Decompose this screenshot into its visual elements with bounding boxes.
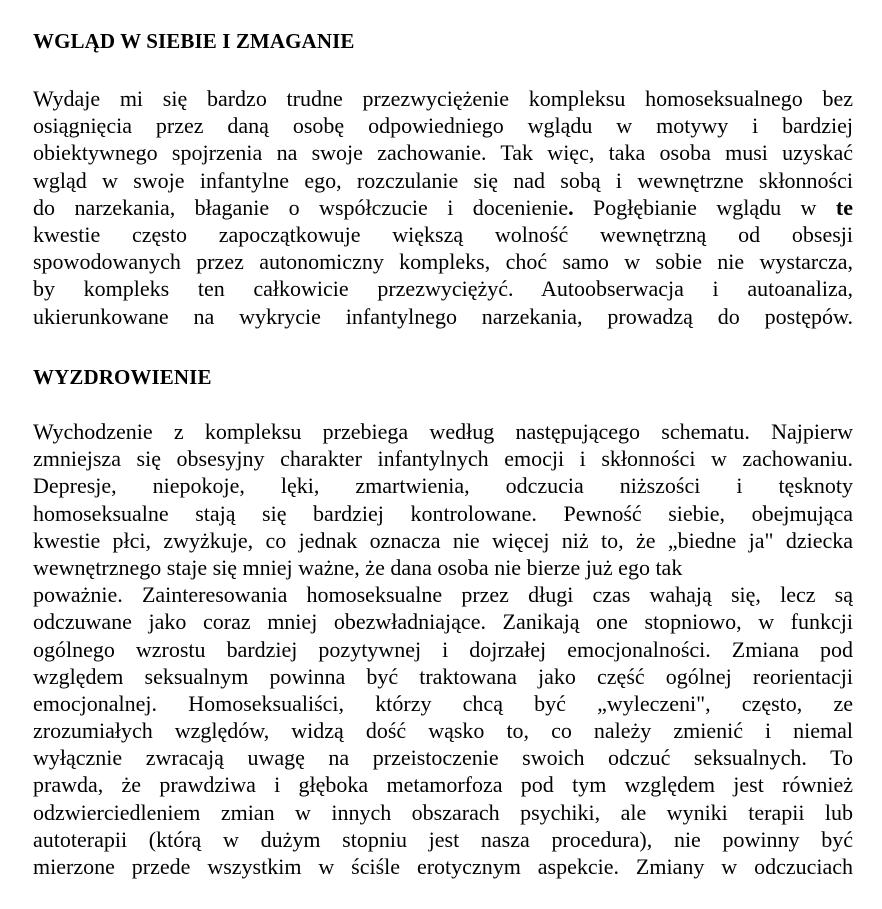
text-line: Depresje, niepokoje, lęki, zmartwienia, odczucia niższości i tęsknoty: [33, 473, 853, 499]
text-line: osiągnięcia przez daną osobę odpowiedniego wglądu w motywy i bardziej: [33, 113, 853, 139]
paragraph-recovery: [33, 418, 853, 880]
text-line: odzwierciedleniem zmian w innych obszarach psychiki, ale wyniki terapii lub: [33, 799, 853, 825]
text-line: homoseksualne stają się bardziej kontrolowane. Pewność siebie, obejmująca: [33, 500, 853, 526]
text-line: spowodowanych przez autonomiczny kompleks, choć samo w sobie nie wystarcza,: [33, 249, 853, 275]
text-line: wyłącznie zwracają uwagę na przeistoczenie swoich odczuć seksualnych. To: [33, 745, 853, 771]
text-line: zmniejsza się obsesyjny charakter infantylnych emocji i skłonności w zachowaniu.: [33, 446, 853, 472]
text-line: poważnie. Zainteresowania homoseksualne przez długi czas wahają się, lecz są: [33, 582, 853, 608]
text-line-mixed: [33, 194, 853, 221]
bold-word: te: [835, 194, 853, 220]
text-line: względem seksualnym powinna być traktowana jako część ogólnej reorientacji: [33, 663, 853, 689]
text-fragment: Pogłębianie wglądu w: [573, 194, 836, 220]
text-line: autoterapii (którą w dużym stopniu jest nasza procedura), nie powinny być: [33, 826, 853, 852]
text-line: kwestie często zapoczątkowuje większą wolność wewnętrzną od obsesji: [33, 221, 853, 247]
text-fragment: do narzekania, błaganie o współczucie i docenienie: [33, 194, 569, 220]
text-line: ukierunkowane na wykrycie infantylnego narzekania, prowadzą do postępów.: [33, 303, 853, 329]
text-line: odczuwane jako coraz mniej obezwładniające. Zanikają one stopniowo, w funkcji: [33, 609, 853, 635]
section-heading-insight: WGLĄD W SIEBIE I ZMAGANIE: [33, 29, 355, 53]
text-line: prawda, że prawdziwa i głęboka metamorfoza pod tym względem jest również: [33, 772, 853, 798]
text-line: mierzone przede wszystkim w ściśle erotycznym aspekcie. Zmiany w odczuciach: [33, 854, 853, 879]
section-heading-recovery: WYZDROWIENIE: [33, 365, 212, 389]
text-line: ogólnego wzrostu bardziej pozytywnej i dojrzałej emocjonalności. Zmiana pod: [33, 636, 853, 662]
text-line: kwestie płci, zwyżkuje, co jednak oznacza nie więcej niż to, że „biedne ja" dziecka: [33, 527, 853, 553]
text-line: wgląd w swoje infantylne ego, rozczulanie się nad sobą i wewnętrzne skłonności: [33, 167, 853, 193]
text-line: wewnętrznego staje się mniej ważne, że dana osoba nie bierze już ego tak: [33, 554, 683, 580]
bold-period: .: [568, 194, 574, 220]
text-line: by kompleks ten całkowicie przezwyciężyć. Autoobserwacja i autoanaliza,: [33, 276, 853, 302]
text-line: Wychodzenie z kompleksu przebiega według następującego schematu. Najpierw: [33, 419, 853, 444]
text-line: zrozumiałych względów, widzą dość wąsko to, co należy zmienić i niemal: [33, 718, 853, 744]
paragraph-insight: [33, 85, 853, 330]
text-line: Wydaje mi się bardzo trudne przezwyciężenie kompleksu homoseksualnego bez: [33, 86, 853, 111]
text-line: obiektywnego spojrzenia na swoje zachowanie. Tak więc, taka osoba musi uzyskać: [33, 140, 853, 166]
text-line: emocjonalnej. Homoseksualiści, którzy chcą być „wyleczeni", często, ze: [33, 690, 853, 716]
